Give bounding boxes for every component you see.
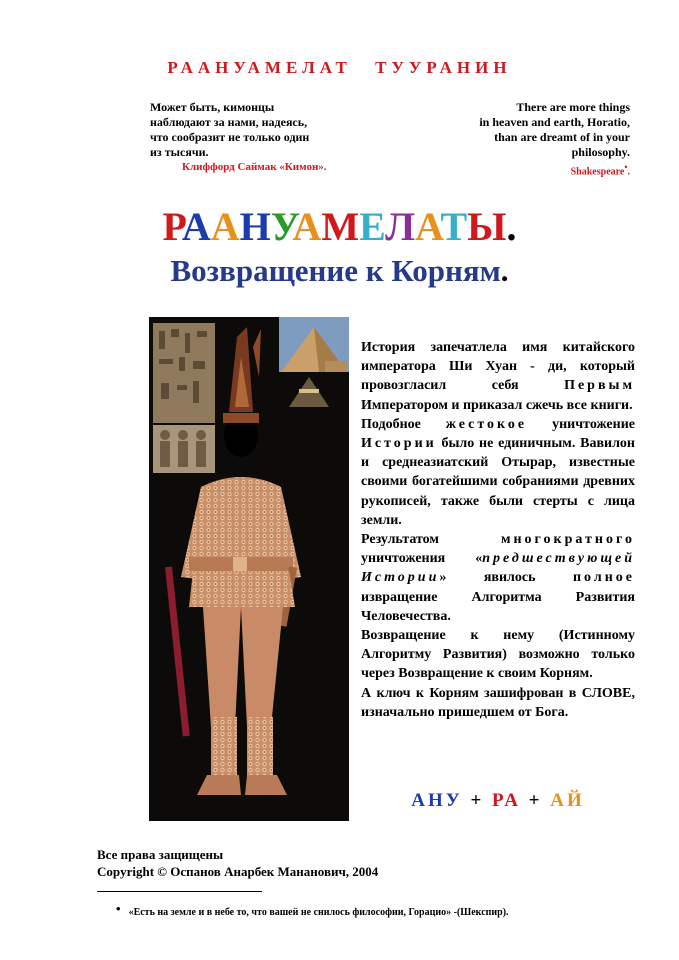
epigraph-left-line: из тысячи.: [150, 145, 209, 159]
main-text: [361, 338, 635, 722]
title-letter: Н: [239, 204, 271, 249]
formula-plus: +: [528, 790, 543, 811]
formula-anu: АНУ: [411, 790, 463, 811]
subtitle-period: .: [500, 253, 509, 288]
formula-plus: +: [470, 790, 485, 811]
title-letter: А: [181, 204, 211, 249]
title-letter: Ы: [467, 204, 507, 249]
epigraph-right-source: Shakespeare•.: [570, 162, 630, 178]
footnote-bullet: •: [116, 901, 121, 916]
footnote-text: «Есть на земле и в небе то, что вашей не снилось философии, Горацио» -(Шекспир).: [128, 907, 509, 918]
epigraph-left-source: Клиффорд Саймак «Кимон».: [182, 161, 327, 173]
epigraph-left-line: наблюдают за нами, надеясь,: [150, 115, 308, 129]
epigraph-left-line: Может быть, кимонцы: [150, 100, 275, 114]
main-title: [0, 203, 679, 251]
golden-warrior-illustration: [149, 317, 349, 821]
epigraph-right: [420, 100, 630, 179]
formula-ai: АЙ: [550, 790, 585, 811]
title-letter: А: [292, 204, 322, 249]
epigraph-right-line: philosophy.: [571, 145, 630, 159]
copyright-block: [97, 846, 378, 880]
rights-reserved: Все права защищены: [97, 847, 224, 862]
title-letter: .: [506, 204, 517, 249]
title-letter: М: [321, 204, 360, 249]
subtitle-text: Возвращение к Корням: [170, 253, 501, 288]
armor-photo: [149, 317, 349, 821]
epigraph-right-line: in heaven and earth, Horatio,: [479, 115, 630, 129]
formula: [361, 790, 635, 812]
paragraph: Подобное жестокое уничтожение Истории было не единичным. Вавилон и среднеазиатский Отырар, известные своими богатейшими собраниями древних рукописей, также были стерты с лица земли.: [361, 416, 635, 528]
title-letter: А: [210, 204, 240, 249]
paragraph: Результатом многократного уничтожения «предшествующей Истории» явилось полное извращение Алгоритма Развития Человечества.: [361, 532, 635, 624]
title-letter: У: [270, 204, 293, 249]
footnote: [116, 901, 509, 918]
paragraph: История запечатлела имя китайского императора Ши Хуан - ди, который провозгласил себя Первым Императором и приказал сжечь все книги.: [361, 340, 635, 413]
copyright-line: Copyright © Оспанов Анарбек Мананович, 2004: [97, 864, 379, 879]
title-letter: Л: [385, 204, 416, 249]
author-name: РААНУАМЕЛАТ ТУУРАНИН: [167, 58, 512, 77]
title-letter: Р: [162, 204, 182, 249]
title-letter: Е: [359, 204, 386, 249]
epigraph-left-line: что сообразит не только один: [150, 130, 310, 144]
epigraph-left: [150, 100, 380, 175]
footnote-marker: •: [624, 162, 628, 172]
subtitle: [0, 252, 679, 290]
paragraph: А ключ к Корням зашифрован в СЛОВЕ, изначально пришедшем от Бога.: [361, 685, 635, 720]
title-letter: А: [415, 204, 441, 249]
formula-ra: РА: [492, 790, 521, 811]
title-letter: Т: [440, 204, 468, 249]
epigraph-right-line: There are more things: [516, 100, 630, 114]
source-name: Shakespeare: [570, 166, 625, 178]
epigraph-right-line: than are dreamt of in your: [494, 130, 630, 144]
paragraph: Возвращение к нему (Истинному Алгоритму Развития) возможно только через Возвращение к своим Корням.: [361, 628, 635, 682]
footnote-divider: [97, 891, 262, 892]
